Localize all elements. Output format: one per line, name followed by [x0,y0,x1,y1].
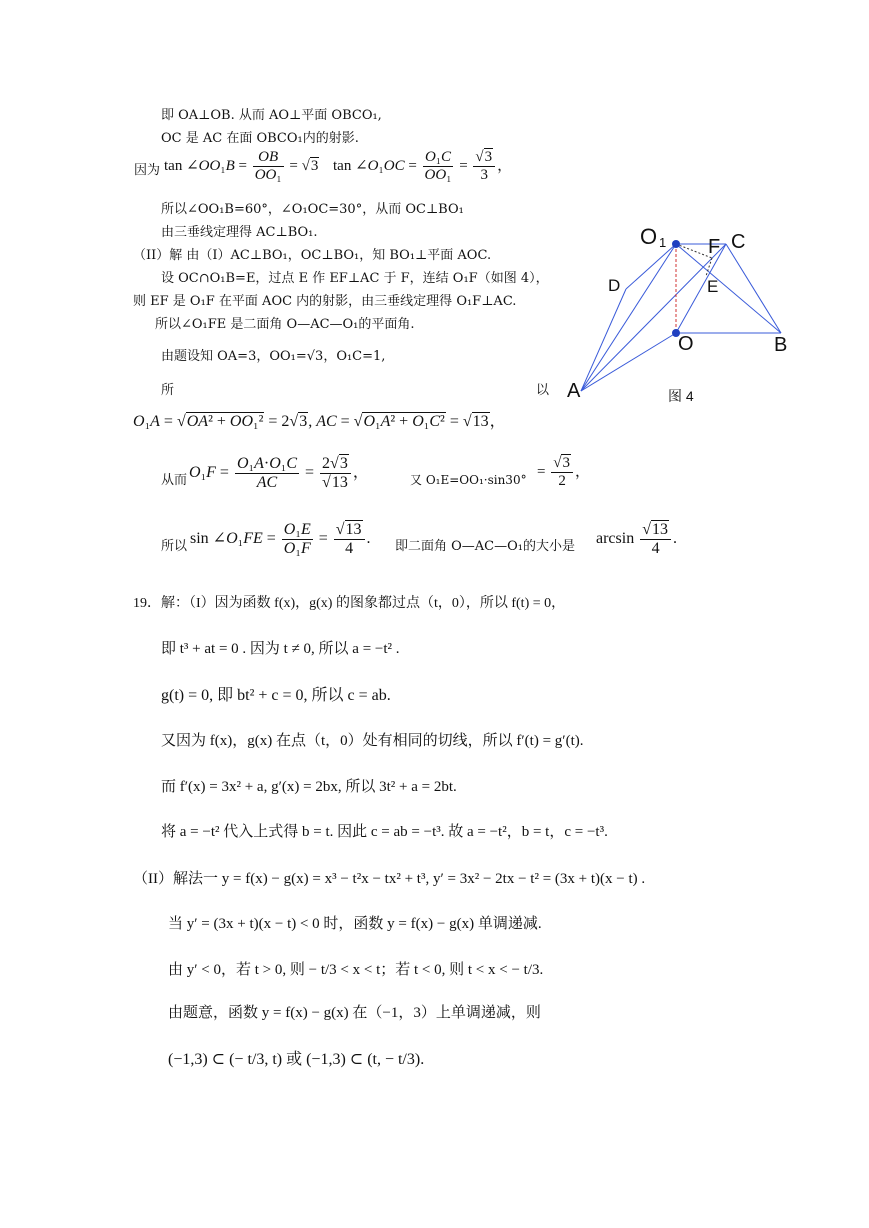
text-line: 从而 [161,473,188,488]
text-line: 由题设知 OA=3，OO₁=√3，O₁C=1, [161,349,386,364]
text-line: 所 [161,383,175,398]
math-arcsin: arcsin $\frac{√13}{4}$ . [596,521,677,557]
text-line: 所以∠OO₁B=60°，∠O₁OC=30°，从而 OC⊥BO₁ [161,202,464,217]
geometry-figure [560,222,800,412]
figure-caption: 图 4 [668,388,694,404]
question-19: 19．解：（I）因为函数 f(x)，g(x) 的图象都过点（t，0），所以 f(t) = 0， [133,596,566,611]
text-line: 设 OC∩O₁B=E，过点 E 作 EF⊥AC 于 F，连结 O₁F（如图 4）， [161,271,549,286]
text-line: 因为 [134,163,161,178]
text-line: 由三垂线定理得 AC⊥BO₁. [161,225,318,240]
text-line: 即二面角 O—AC—O₁的大小是 [395,539,575,554]
text-line: 即 OA⊥OB. 从而 AO⊥平面 OBCO₁, [161,108,382,123]
math-line: 由 y′ < 0，若 t > 0, 则 − t/3 < x < t；若 t < 0, 则 t < x < − t/3. [168,962,544,978]
text-line: 以 [536,383,550,398]
label-c: C [731,231,746,253]
math-sin: sin ∠O₁FE = $\frac{\text{O₁E}}{\text{O₁F}}$ = $\frac{√13}{4}$ . [190,521,371,557]
math-line: （II）解法一 y = f(x) − g(x) = x³ − t²x − tx² + t³, y′ = 3x² − 2tx − t² = (3x + t)(x − t) . [133,871,646,887]
math-tan-o1oc: tan ∠O₁OC = $\frac{\text{O₁C}}{\text{OO₁}}$ = $\frac{√3}{3}$ ， [333,149,513,183]
label-o: O [678,333,694,355]
math-line: 当 y′ = (3x + t)(x − t) < 0 时，函数 y = f(x) − g(x) 单调递减. [168,916,542,932]
math-line: 又因为 f(x)，g(x) 在点（t，0）处有相同的切线，所以 f′(t) = g′(t). [161,733,584,749]
label-f: F [708,236,721,258]
math-line: 即 t³ + at = 0 . 因为 t ≠ 0, 所以 a = −t² . [161,641,400,657]
math-line: 由题意，函数 y = f(x) − g(x) 在（−1，3）上单调递减，则 [168,1005,541,1021]
math-o1f: O₁F = $\frac{\text{O₁A·O₁C}}{AC}$ = $\frac{2√3}{√13}$ ， [189,455,369,491]
text-line: 又 O₁E=OO₁·sin30° [410,473,527,487]
label-o1-sub: 1 [659,235,667,250]
text-line: 所以 [161,539,188,554]
text-line: 所以∠O₁FE 是二面角 O—AC—O₁的平面角. [155,317,415,332]
math-line: (−1,3) ⊂ (− t/3, t) 或 (−1,3) ⊂ (t, − t/3). [168,1051,425,1068]
label-o1: O [640,224,658,249]
text-line: OC 是 AC 在面 OBCO₁内的射影. [161,131,359,146]
text-line: （II）解 由（I）AC⊥BO₁，OC⊥BO₁，知 BO₁⊥平面 AOC. [133,248,492,263]
label-a: A [567,380,581,402]
math-line: 而 f′(x) = 3x² + a, g′(x) = 2bx, 所以 3t² + a = 2bt. [161,779,457,795]
label-d: D [608,276,621,295]
math-o1a-ac: O₁A = √OA² + OO₁² = 2√3, AC = √O₁A² + O₁C² = √13， [133,413,506,430]
label-e: E [707,277,719,296]
math-o1e: = $\frac{√3}{2}$ ， [537,455,590,489]
math-line: 将 a = −t² 代入上式得 b = t. 因此 c = ab = −t³. 故 a = −t²，b = t，c = −t³. [161,824,608,840]
label-b: B [774,334,788,356]
math-tan-oo1b: tan ∠OO₁B = $\frac{OB}{\text{OO₁}}$ = √3 [164,149,319,183]
text-line: 则 EF 是 O₁F 在平面 AOC 内的射影，由三垂线定理得 O₁F⊥AC. [133,294,517,309]
math-line: g(t) = 0, 即 bt² + c = 0, 所以 c = ab. [161,687,391,704]
